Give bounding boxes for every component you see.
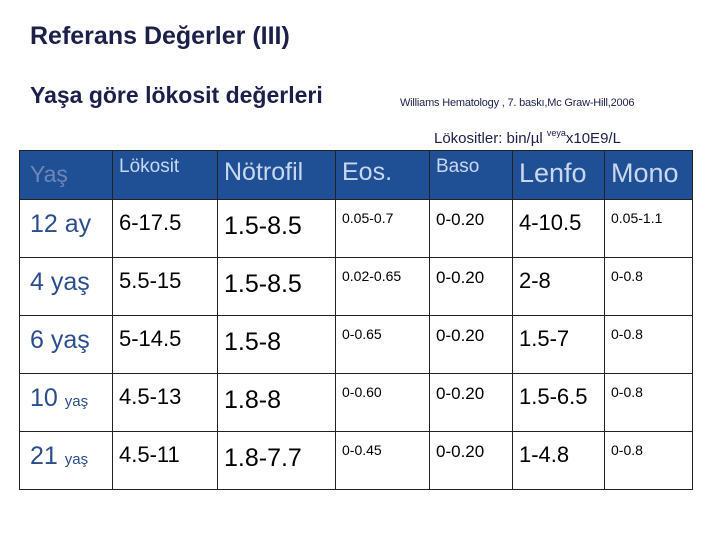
source-citation: Williams Hematology , 7. baskı,Mc Graw-Hill,2006 bbox=[400, 97, 635, 109]
age-cell bbox=[20, 200, 113, 258]
slide-subtitle: Yaşa göre lökosit değerleri bbox=[30, 82, 323, 108]
age-value bbox=[20, 258, 112, 297]
eos-cell bbox=[336, 432, 430, 490]
header-label: Baso bbox=[436, 156, 480, 177]
lokosit-cell bbox=[113, 432, 218, 490]
age-number: 21 bbox=[30, 442, 58, 470]
table-row bbox=[20, 258, 693, 316]
eos-cell bbox=[336, 374, 430, 432]
lenfo-value: 1-4.8 bbox=[519, 442, 570, 467]
age-cell bbox=[20, 258, 113, 316]
baso-value: 0-0.20 bbox=[436, 210, 485, 229]
baso-value: 0-0.20 bbox=[436, 326, 485, 345]
age-unit: yaş bbox=[64, 451, 89, 468]
eos-value: 0-0.60 bbox=[342, 384, 382, 400]
lokosit-cell bbox=[113, 374, 218, 432]
age-value bbox=[20, 316, 112, 355]
age-number: 4 yaş bbox=[30, 268, 90, 296]
age-cell bbox=[20, 432, 113, 490]
header-label: Lökosit bbox=[119, 156, 180, 177]
notrofil-value: 1.5-8 bbox=[224, 328, 281, 356]
baso-value: 0-0.20 bbox=[436, 442, 485, 461]
header-cell-age bbox=[20, 151, 113, 200]
lenfo-cell bbox=[513, 316, 605, 374]
notrofil-value: 1.8-8 bbox=[224, 386, 281, 414]
header-row bbox=[20, 151, 693, 200]
mono-cell bbox=[605, 432, 693, 490]
header-label: Mono bbox=[611, 158, 679, 188]
reference-table bbox=[19, 150, 693, 490]
mono-cell bbox=[605, 258, 693, 316]
header-label: Eos. bbox=[342, 158, 393, 186]
lokosit-value: 4.5-11 bbox=[119, 442, 180, 467]
header-cell-eos bbox=[336, 151, 430, 200]
notrofil-cell bbox=[218, 200, 336, 258]
mono-cell bbox=[605, 200, 693, 258]
table-row bbox=[20, 432, 693, 490]
mono-cell bbox=[605, 374, 693, 432]
table-row bbox=[20, 374, 693, 432]
age-number: 12 ay bbox=[30, 210, 92, 238]
mono-value: 0-0.8 bbox=[611, 268, 643, 284]
lenfo-cell bbox=[513, 432, 605, 490]
lokosit-value: 5.5-15 bbox=[119, 268, 182, 293]
mono-value: 0-0.8 bbox=[611, 442, 643, 458]
notrofil-cell bbox=[218, 316, 336, 374]
notrofil-value: 1.5-8.5 bbox=[224, 212, 302, 240]
notrofil-cell bbox=[218, 432, 336, 490]
age-number: 10 bbox=[30, 384, 58, 412]
lenfo-value: 1.5-6.5 bbox=[519, 384, 588, 409]
header-label: Lenfo bbox=[519, 158, 587, 188]
baso-cell bbox=[430, 316, 513, 374]
baso-cell bbox=[430, 374, 513, 432]
units-note bbox=[434, 128, 621, 147]
lokosit-cell bbox=[113, 316, 218, 374]
table-row bbox=[20, 316, 693, 374]
eos-cell bbox=[336, 316, 430, 374]
header-cell-baso bbox=[430, 151, 513, 200]
eos-cell bbox=[336, 200, 430, 258]
mono-cell bbox=[605, 316, 693, 374]
lokosit-value: 6-17.5 bbox=[119, 210, 182, 235]
baso-value: 0-0.20 bbox=[436, 268, 485, 287]
eos-value: 0-0.65 bbox=[342, 326, 382, 342]
notrofil-cell bbox=[218, 258, 336, 316]
eos-value: 0-0.45 bbox=[342, 442, 382, 458]
eos-value: 0.02-0.65 bbox=[342, 268, 402, 284]
age-value bbox=[20, 200, 112, 239]
eos-cell bbox=[336, 258, 430, 316]
notrofil-cell bbox=[218, 374, 336, 432]
lenfo-value: 4-10.5 bbox=[519, 210, 582, 235]
lenfo-cell bbox=[513, 258, 605, 316]
baso-cell bbox=[430, 200, 513, 258]
age-cell bbox=[20, 374, 113, 432]
age-value bbox=[20, 374, 112, 413]
header-label: Nötrofil bbox=[224, 158, 304, 186]
lenfo-cell bbox=[513, 374, 605, 432]
notrofil-value: 1.5-8.5 bbox=[224, 270, 302, 298]
header-label: Yaş bbox=[30, 161, 68, 187]
baso-cell bbox=[430, 258, 513, 316]
baso-cell bbox=[430, 432, 513, 490]
lokosit-cell bbox=[113, 258, 218, 316]
baso-value: 0-0.20 bbox=[436, 384, 485, 403]
notrofil-value: 1.8-7.7 bbox=[224, 444, 302, 472]
header-cell-mono bbox=[605, 151, 693, 200]
units-suffix: x10E9/L bbox=[565, 130, 621, 147]
age-number: 6 yaş bbox=[30, 326, 90, 354]
age-cell bbox=[20, 316, 113, 374]
table-row bbox=[20, 200, 693, 258]
lenfo-value: 1.5-7 bbox=[519, 326, 570, 351]
mono-value: 0-0.8 bbox=[611, 384, 643, 400]
eos-value: 0.05-0.7 bbox=[342, 210, 394, 226]
slide-title: Referans Değerler (III) bbox=[30, 22, 290, 50]
units-prefix: Lökositler: bin/µl bbox=[434, 130, 547, 147]
lokosit-cell bbox=[113, 200, 218, 258]
header-cell-notrofil bbox=[218, 151, 336, 200]
age-unit: yaş bbox=[64, 393, 89, 410]
lokosit-value: 5-14.5 bbox=[119, 326, 182, 351]
age-value bbox=[20, 432, 112, 471]
lenfo-cell bbox=[513, 200, 605, 258]
mono-value: 0-0.8 bbox=[611, 326, 643, 342]
header-cell-lenfo bbox=[513, 151, 605, 200]
lenfo-value: 2-8 bbox=[519, 268, 551, 293]
lokosit-value: 4.5-13 bbox=[119, 384, 182, 409]
mono-value: 0.05-1.1 bbox=[611, 210, 663, 226]
header-cell-lokosit bbox=[113, 151, 218, 200]
units-sup: veya bbox=[546, 128, 566, 138]
